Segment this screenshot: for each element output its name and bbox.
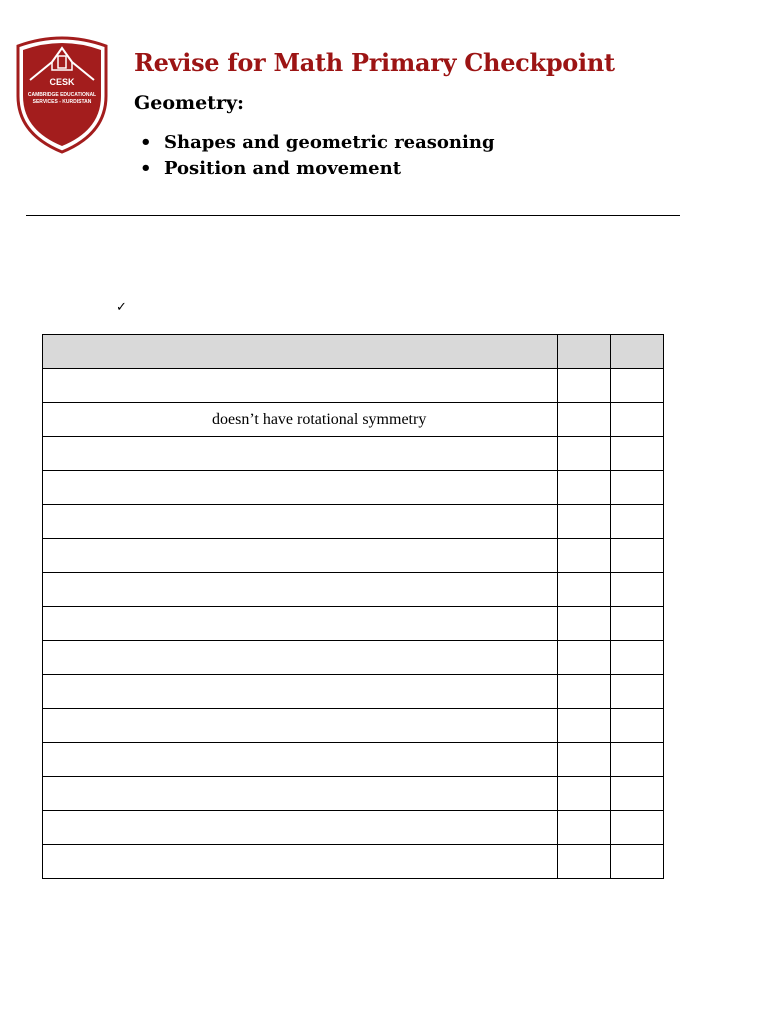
statement-cell [43, 607, 558, 641]
statement-cell [43, 505, 558, 539]
check-cell-a[interactable] [557, 641, 610, 675]
topic-label: Shapes and geometric reasoning [164, 132, 495, 153]
check-cell-b[interactable] [610, 845, 663, 879]
table-row [43, 675, 664, 709]
table-header-row [43, 335, 664, 369]
check-cell-b[interactable] [610, 777, 663, 811]
topic-list [140, 130, 495, 182]
check-cell-b[interactable] [610, 403, 663, 437]
check-cell-a[interactable] [557, 743, 610, 777]
table-row [43, 403, 664, 437]
check-cell-a[interactable] [557, 505, 610, 539]
check-cell-b[interactable] [610, 573, 663, 607]
check-cell-a[interactable] [557, 471, 610, 505]
statement-cell [43, 845, 558, 879]
check-cell-a[interactable] [557, 437, 610, 471]
cesk-logo [14, 34, 110, 154]
divider [26, 215, 680, 216]
statement-cell [43, 675, 558, 709]
table-row [43, 539, 664, 573]
section-subtitle: Geometry: [134, 92, 245, 114]
table-row [43, 607, 664, 641]
logo-text: CESK [49, 77, 75, 87]
bullet-icon: • [140, 158, 152, 179]
check-cell-b[interactable] [610, 369, 663, 403]
check-cell-b[interactable] [610, 641, 663, 675]
check-cell-a[interactable] [557, 539, 610, 573]
table-row [43, 471, 664, 505]
table-row [43, 777, 664, 811]
statement-cell [43, 539, 558, 573]
page-title: Revise for Math Primary Checkpoint [134, 48, 615, 77]
check-cell-a[interactable] [557, 369, 610, 403]
checklist-table [42, 334, 664, 879]
statement-cell [43, 777, 558, 811]
table-row [43, 743, 664, 777]
check-cell-a[interactable] [557, 607, 610, 641]
topic-label: Position and movement [164, 158, 402, 179]
check-cell-a[interactable] [557, 573, 610, 607]
statement-cell [43, 709, 558, 743]
check-cell-b[interactable] [610, 709, 663, 743]
table-row [43, 573, 664, 607]
statement-cell [43, 743, 558, 777]
header-column-a [557, 335, 610, 369]
statement-cell [43, 641, 558, 675]
table-row [43, 369, 664, 403]
table-row [43, 709, 664, 743]
check-cell-b[interactable] [610, 607, 663, 641]
check-cell-a[interactable] [557, 709, 610, 743]
bullet-icon: • [140, 132, 152, 153]
topic-item [140, 156, 495, 182]
logo-caption-line1: CAMBRIDGE EDUCATIONAL [27, 92, 97, 98]
check-cell-a[interactable] [557, 845, 610, 879]
check-cell-a[interactable] [557, 675, 610, 709]
statement-text: doesn’t have rotational symmetry [212, 410, 427, 428]
table-row [43, 641, 664, 675]
statement-cell [43, 811, 558, 845]
statement-cell [43, 573, 558, 607]
topic-item [140, 130, 495, 156]
header-column-b [610, 335, 663, 369]
check-cell-b[interactable] [610, 437, 663, 471]
check-cell-b[interactable] [610, 743, 663, 777]
statement-cell [43, 437, 558, 471]
statement-cell [43, 471, 558, 505]
check-cell-b[interactable] [610, 675, 663, 709]
header-statement [43, 335, 558, 369]
table-row [43, 437, 664, 471]
table-row [43, 811, 664, 845]
statement-cell [43, 369, 558, 403]
tick-icon: ✓ [116, 300, 127, 315]
check-cell-b[interactable] [610, 471, 663, 505]
check-cell-b[interactable] [610, 505, 663, 539]
check-cell-b[interactable] [610, 539, 663, 573]
check-cell-a[interactable] [557, 811, 610, 845]
logo-caption-line2: SERVICES - KURDISTAN [32, 99, 92, 105]
table-row [43, 845, 664, 879]
check-cell-b[interactable] [610, 811, 663, 845]
table-row [43, 505, 664, 539]
statement-cell [43, 403, 558, 437]
check-cell-a[interactable] [557, 777, 610, 811]
check-cell-a[interactable] [557, 403, 610, 437]
